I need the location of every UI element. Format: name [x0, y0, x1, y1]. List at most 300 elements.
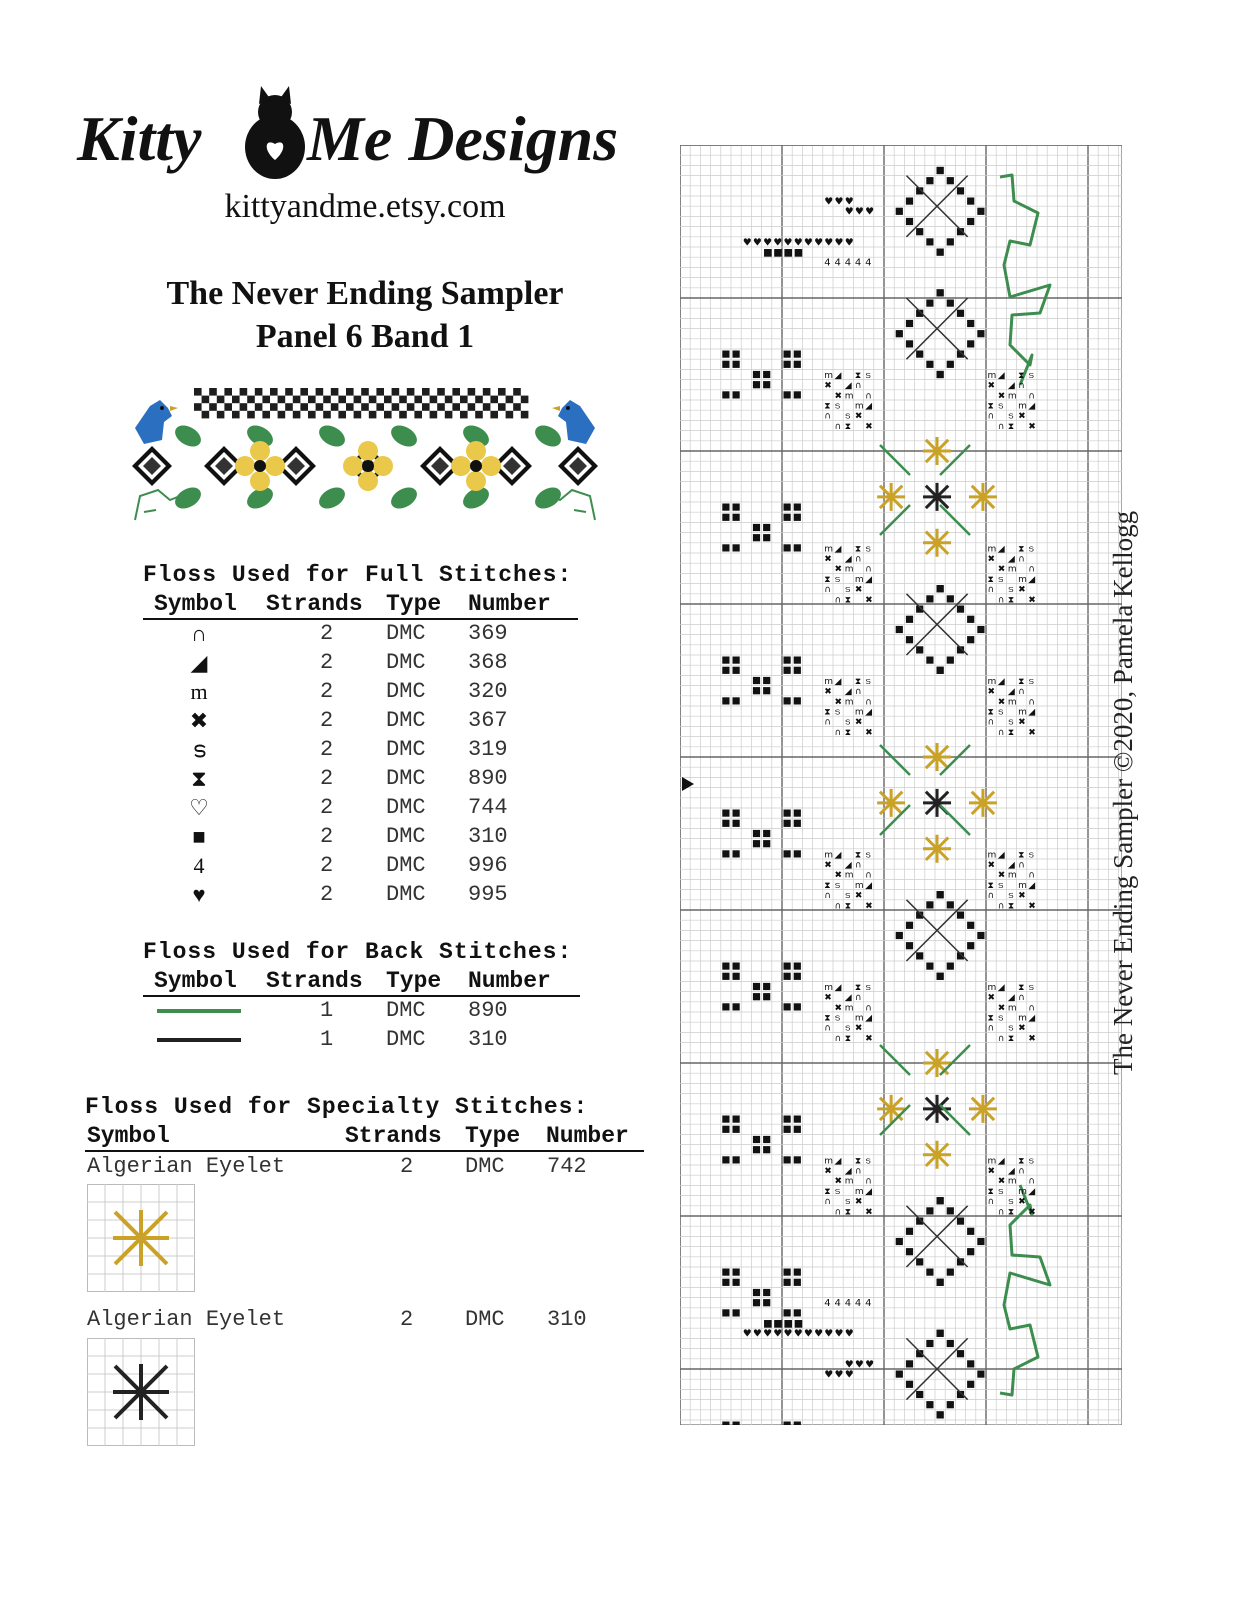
- svg-text:ട: ട: [1028, 370, 1034, 381]
- svg-text:✖: ✖: [824, 381, 832, 392]
- svg-text:ട: ട: [865, 544, 871, 555]
- svg-text:◢: ◢: [997, 370, 1005, 381]
- heart-outline-icon: ♡: [189, 795, 209, 820]
- svg-text:m: m: [1018, 707, 1027, 718]
- svg-text:m: m: [1007, 391, 1017, 402]
- svg-text:⧗: ⧗: [854, 544, 862, 555]
- svg-text:∩: ∩: [854, 1166, 862, 1177]
- svg-text:∩: ∩: [987, 411, 995, 422]
- svg-text:ട: ട: [865, 676, 871, 687]
- svg-text:4: 4: [865, 257, 872, 269]
- svg-text:ട: ട: [834, 401, 840, 412]
- svg-text:ട: ട: [1007, 585, 1014, 596]
- svg-text:∩: ∩: [987, 891, 995, 902]
- svg-text:∩: ∩: [1018, 381, 1025, 392]
- svg-text:♥: ♥: [803, 237, 813, 249]
- svg-text:✖: ✖: [834, 391, 843, 402]
- svg-text:m: m: [844, 1003, 854, 1014]
- svg-text:♥: ♥: [844, 196, 854, 208]
- svg-text:♥: ♥: [844, 1359, 854, 1371]
- svg-text:♥: ♥: [773, 1328, 783, 1340]
- svg-text:∩: ∩: [997, 595, 1005, 606]
- svg-text:✖: ✖: [824, 993, 832, 1004]
- svg-text:✖: ✖: [997, 870, 1006, 881]
- svg-text:m: m: [844, 564, 854, 575]
- svg-text:∩: ∩: [1018, 554, 1025, 565]
- x-icon: ✖: [189, 708, 209, 733]
- svg-text:✖: ✖: [824, 554, 832, 565]
- svg-text:4: 4: [844, 1298, 852, 1310]
- svg-text:⧗: ⧗: [1018, 850, 1025, 861]
- svg-text:ട: ട: [1007, 1023, 1014, 1034]
- svg-text:∩: ∩: [865, 391, 872, 402]
- svg-text:✖: ✖: [1018, 585, 1026, 596]
- svg-text:✖: ✖: [865, 1033, 873, 1044]
- full-number-5: 890: [468, 766, 508, 791]
- back-header-type: Type: [386, 968, 442, 994]
- back-type-1: DMC: [386, 1027, 426, 1052]
- svg-text:⧗: ⧗: [824, 880, 831, 891]
- svg-text:m: m: [1018, 1013, 1027, 1024]
- s-icon: ട: [192, 737, 206, 762]
- back-header-strands: Strands: [266, 968, 363, 994]
- full-strands-0: 2: [320, 621, 334, 646]
- svg-text:⧗: ⧗: [844, 1207, 852, 1218]
- full-type-0: DMC: [386, 621, 426, 646]
- svg-text:✖: ✖: [997, 697, 1006, 708]
- arch-icon: ∩: [191, 621, 207, 646]
- svg-text:ട: ട: [834, 1013, 840, 1024]
- spec-name-0: Algerian Eyelet: [87, 1154, 286, 1179]
- svg-text:⧗: ⧗: [824, 1186, 831, 1197]
- svg-text:m: m: [987, 676, 997, 687]
- svg-text:∩: ∩: [1028, 1003, 1035, 1014]
- svg-text:◢: ◢: [997, 1156, 1005, 1167]
- svg-text:ട: ട: [844, 585, 851, 596]
- svg-text:♥: ♥: [824, 196, 834, 208]
- spec-header-type: Type: [465, 1123, 521, 1149]
- svg-text:ട: ട: [834, 574, 840, 585]
- page-subtitle: Panel 6 Band 1: [255, 318, 475, 355]
- svg-text:ട: ട: [844, 1023, 851, 1034]
- svg-text:⧗: ⧗: [854, 676, 862, 687]
- svg-text:✖: ✖: [997, 391, 1006, 402]
- svg-text:∩: ∩: [824, 1197, 831, 1208]
- svg-text:m: m: [824, 1156, 834, 1167]
- svg-text:∩: ∩: [987, 717, 995, 728]
- full-number-8: 996: [468, 853, 508, 878]
- svg-text:◢: ◢: [1007, 993, 1015, 1004]
- svg-text:✖: ✖: [854, 585, 863, 596]
- full-header-strands: Strands: [266, 591, 363, 617]
- full-number-7: 310: [468, 824, 508, 849]
- svg-text:◢: ◢: [865, 1186, 873, 1197]
- svg-text:∩: ∩: [824, 891, 831, 902]
- full-header-symbol: Symbol: [154, 591, 237, 617]
- full-strands-3: 2: [320, 708, 334, 733]
- svg-text:♥: ♥: [773, 237, 783, 249]
- spec-number-0: 742: [547, 1154, 587, 1179]
- svg-text:m: m: [1007, 1003, 1017, 1014]
- svg-text:∩: ∩: [1028, 697, 1035, 708]
- svg-text:m: m: [844, 391, 854, 402]
- svg-text:ട: ട: [844, 411, 851, 422]
- checker-border: [194, 388, 528, 418]
- svg-text:◢: ◢: [1028, 574, 1036, 585]
- svg-text:m: m: [1018, 880, 1027, 891]
- full-strands-6: 2: [320, 795, 334, 820]
- svg-text:∩: ∩: [824, 1023, 831, 1034]
- svg-text:∩: ∩: [1028, 1176, 1035, 1187]
- shop-url: kittyandme.etsy.com: [224, 188, 506, 225]
- svg-text:ട: ട: [997, 574, 1004, 585]
- svg-text:✖: ✖: [1018, 891, 1026, 902]
- svg-text:♥: ♥: [763, 237, 773, 249]
- svg-text:∩: ∩: [997, 421, 1005, 432]
- svg-text:◢: ◢: [1028, 401, 1036, 412]
- svg-text:⧗: ⧗: [844, 421, 852, 432]
- svg-text:⧗: ⧗: [1007, 1207, 1015, 1218]
- svg-text:ട: ട: [1007, 717, 1014, 728]
- svg-text:◢: ◢: [1028, 707, 1036, 718]
- svg-text:◢: ◢: [844, 860, 852, 871]
- spec-number-1: 310: [547, 1307, 587, 1332]
- svg-text:∩: ∩: [824, 411, 831, 422]
- svg-text:∩: ∩: [997, 901, 1005, 912]
- svg-text:∩: ∩: [997, 727, 1005, 738]
- svg-text:✖: ✖: [987, 1166, 996, 1177]
- svg-text:m: m: [1007, 1176, 1017, 1187]
- svg-text:■: ■: [783, 247, 793, 259]
- full-header-number: Number: [468, 591, 551, 617]
- svg-text:Kitty: Kitty: [77, 103, 202, 174]
- svg-text:4: 4: [854, 1298, 862, 1310]
- full-number-4: 319: [468, 737, 508, 762]
- svg-text:∩: ∩: [1028, 870, 1035, 881]
- svg-text:◢: ◢: [1028, 1013, 1036, 1024]
- backstitch-swatches: [155, 1002, 245, 1052]
- svg-text:◢: ◢: [844, 687, 852, 698]
- svg-text:■: ■: [773, 1318, 783, 1330]
- svg-text:m: m: [854, 401, 864, 412]
- svg-text:ട: ട: [997, 401, 1004, 412]
- svg-text:∩: ∩: [987, 585, 995, 596]
- svg-text:ട: ട: [865, 1156, 871, 1167]
- back-stitches-title: Floss Used for Back Stitches:: [143, 939, 573, 965]
- svg-text:m: m: [824, 370, 834, 381]
- full-strands-8: 2: [320, 853, 334, 878]
- svg-text:⧗: ⧗: [1007, 1033, 1015, 1044]
- svg-text:♥: ♥: [793, 1328, 803, 1340]
- svg-text:m: m: [854, 707, 864, 718]
- svg-text:✖: ✖: [987, 554, 996, 565]
- svg-text:⧗: ⧗: [824, 574, 831, 585]
- svg-text:◢: ◢: [1028, 880, 1036, 891]
- svg-text:ട: ട: [1007, 1197, 1014, 1208]
- svg-text:∩: ∩: [1028, 564, 1035, 575]
- svg-text:✖: ✖: [1018, 1023, 1026, 1034]
- svg-text:4: 4: [834, 257, 841, 269]
- svg-text:∩: ∩: [834, 901, 842, 912]
- svg-text:⧗: ⧗: [844, 595, 852, 606]
- svg-text:■: ■: [793, 247, 804, 259]
- svg-text:⧗: ⧗: [1018, 676, 1025, 687]
- svg-text:4: 4: [865, 1298, 872, 1310]
- svg-text:♥: ♥: [834, 1369, 844, 1381]
- svg-text:✖: ✖: [1028, 1033, 1036, 1044]
- svg-text:✖: ✖: [1028, 595, 1036, 606]
- full-strands-4: 2: [320, 737, 334, 762]
- page-title: The Never Ending Sampler: [166, 275, 564, 312]
- svg-text:ട: ട: [1028, 676, 1034, 687]
- svg-text:ട: ട: [997, 1013, 1004, 1024]
- svg-text:◢: ◢: [834, 676, 842, 687]
- svg-text:✖: ✖: [1028, 901, 1036, 912]
- svg-text:∩: ∩: [854, 381, 862, 392]
- svg-text:ട: ട: [865, 370, 871, 381]
- svg-text:♥: ♥: [803, 1328, 813, 1340]
- svg-text:ട: ട: [1028, 982, 1034, 993]
- svg-text:ട: ട: [1028, 544, 1034, 555]
- full-strands-1: 2: [320, 650, 334, 675]
- back-type-0: DMC: [386, 998, 426, 1023]
- full-strands-5: 2: [320, 766, 334, 791]
- spec-header-number: Number: [546, 1123, 629, 1149]
- back-number-1: 310: [468, 1027, 508, 1052]
- svg-text:⧗: ⧗: [854, 1156, 862, 1167]
- svg-text:∩: ∩: [997, 1207, 1005, 1218]
- full-type-7: DMC: [386, 824, 426, 849]
- svg-text:⧗: ⧗: [844, 727, 852, 738]
- svg-text:ട: ട: [844, 891, 851, 902]
- svg-text:◢: ◢: [1007, 860, 1015, 871]
- svg-text:m: m: [987, 1156, 997, 1167]
- svg-text:4: 4: [844, 257, 852, 269]
- svg-text:◢: ◢: [844, 554, 852, 565]
- svg-text:∩: ∩: [854, 860, 862, 871]
- svg-text:m: m: [854, 1186, 864, 1197]
- full-strands-7: 2: [320, 824, 334, 849]
- svg-text:◢: ◢: [834, 850, 842, 861]
- svg-text:⧗: ⧗: [854, 370, 862, 381]
- svg-text:♥: ♥: [834, 196, 844, 208]
- svg-text:♥: ♥: [752, 237, 762, 249]
- svg-text:✖: ✖: [987, 687, 996, 698]
- svg-text:♥: ♥: [844, 1369, 854, 1381]
- svg-text:✖: ✖: [854, 1023, 863, 1034]
- svg-text:∩: ∩: [1018, 687, 1025, 698]
- svg-text:m: m: [824, 544, 834, 555]
- svg-text:m: m: [854, 1013, 864, 1024]
- svg-text:⧗: ⧗: [987, 880, 994, 891]
- svg-text:m: m: [987, 370, 997, 381]
- svg-text:⧗: ⧗: [1018, 982, 1025, 993]
- quarter-fill-icon: ◢: [190, 650, 208, 675]
- svg-text:ട: ട: [1007, 411, 1014, 422]
- svg-text:∩: ∩: [834, 1207, 842, 1218]
- svg-text:✖: ✖: [865, 1207, 873, 1218]
- svg-text:m: m: [1007, 564, 1017, 575]
- svg-text:✖: ✖: [834, 1003, 843, 1014]
- full-type-6: DMC: [386, 795, 426, 820]
- svg-text:⧗: ⧗: [1007, 595, 1015, 606]
- svg-text:✖: ✖: [824, 1166, 832, 1177]
- svg-text:m: m: [824, 676, 834, 687]
- svg-text:⧗: ⧗: [987, 1013, 994, 1024]
- full-number-9: 995: [468, 882, 508, 907]
- svg-text:⧗: ⧗: [987, 1186, 994, 1197]
- svg-text:ട: ട: [834, 707, 840, 718]
- svg-text:✖: ✖: [854, 1197, 863, 1208]
- svg-text:ട: ട: [997, 707, 1004, 718]
- svg-text:◢: ◢: [844, 993, 852, 1004]
- svg-text:✖: ✖: [854, 717, 863, 728]
- svg-text:✖: ✖: [1028, 727, 1036, 738]
- svg-text:✖: ✖: [834, 870, 843, 881]
- svg-text:⧗: ⧗: [1018, 544, 1025, 555]
- svg-text:m: m: [987, 850, 997, 861]
- full-number-6: 744: [468, 795, 508, 820]
- svg-text:∩: ∩: [865, 1176, 872, 1187]
- svg-text:♥: ♥: [844, 237, 854, 249]
- specialty-stitches-title: Floss Used for Specialty Stitches:: [85, 1094, 589, 1120]
- svg-text:⧗: ⧗: [844, 1033, 852, 1044]
- four-icon: 4: [193, 853, 205, 878]
- svg-text:Me Designs: Me Designs: [307, 103, 619, 174]
- svg-text:✖: ✖: [834, 1176, 843, 1187]
- svg-text:⧗: ⧗: [854, 850, 862, 861]
- spec-strands-1: 2: [400, 1307, 414, 1332]
- svg-text:✖: ✖: [1028, 1207, 1036, 1218]
- svg-text:∩: ∩: [865, 870, 872, 881]
- svg-text:ട: ട: [997, 880, 1004, 891]
- svg-text:◢: ◢: [834, 544, 842, 555]
- svg-text:♥: ♥: [793, 237, 803, 249]
- svg-text:ട: ട: [834, 880, 840, 891]
- svg-text:ട: ട: [844, 1197, 851, 1208]
- brand-logo: [75, 82, 665, 192]
- svg-text:⧗: ⧗: [987, 574, 994, 585]
- svg-text:✖: ✖: [854, 891, 863, 902]
- svg-text:∩: ∩: [865, 564, 872, 575]
- back-strands-0: 1: [320, 998, 334, 1023]
- svg-text:♥: ♥: [834, 237, 844, 249]
- svg-text:m: m: [987, 982, 997, 993]
- svg-text:◢: ◢: [834, 370, 842, 381]
- svg-text:✖: ✖: [1018, 1197, 1026, 1208]
- svg-text:■: ■: [773, 247, 783, 259]
- svg-text:4: 4: [824, 1298, 831, 1310]
- svg-text:■: ■: [783, 1318, 793, 1330]
- svg-text:∩: ∩: [834, 421, 842, 432]
- svg-text:✖: ✖: [997, 564, 1006, 575]
- back-header-symbol: Symbol: [154, 968, 237, 994]
- svg-text:◢: ◢: [1007, 554, 1015, 565]
- svg-text:♥: ♥: [854, 206, 864, 218]
- m-icon: m: [190, 679, 208, 704]
- svg-text:m: m: [1018, 1186, 1027, 1197]
- svg-text:ട: ട: [1028, 850, 1034, 861]
- svg-text:♥: ♥: [814, 237, 824, 249]
- svg-text:⧗: ⧗: [844, 901, 852, 912]
- svg-text:◢: ◢: [834, 1156, 842, 1167]
- full-strands-2: 2: [320, 679, 334, 704]
- back-number-0: 890: [468, 998, 508, 1023]
- svg-text:♥: ♥: [844, 206, 854, 218]
- svg-text:✖: ✖: [824, 860, 832, 871]
- svg-text:∩: ∩: [865, 697, 872, 708]
- full-number-1: 368: [468, 650, 508, 675]
- svg-text:∩: ∩: [997, 1033, 1005, 1044]
- svg-text:◢: ◢: [997, 850, 1005, 861]
- back-header-number: Number: [468, 968, 551, 994]
- svg-text:ട: ട: [865, 850, 871, 861]
- svg-text:∩: ∩: [1018, 1166, 1025, 1177]
- svg-text:⧗: ⧗: [1007, 421, 1015, 432]
- svg-text:⧗: ⧗: [987, 707, 994, 718]
- svg-text:◢: ◢: [1007, 1166, 1015, 1177]
- back-strands-1: 1: [320, 1027, 334, 1052]
- gold-eyelet-icon: [113, 1210, 169, 1266]
- svg-text:∩: ∩: [1018, 993, 1025, 1004]
- svg-text:✖: ✖: [854, 411, 863, 422]
- svg-text:ട: ട: [997, 1186, 1004, 1197]
- svg-text:♥: ♥: [814, 1328, 824, 1340]
- svg-text:✖: ✖: [1018, 411, 1026, 422]
- svg-text:∩: ∩: [1028, 391, 1035, 402]
- spec-header-symbol: Symbol: [87, 1123, 170, 1149]
- svg-text:m: m: [844, 870, 854, 881]
- hourglass-icon: ⧗: [191, 766, 207, 791]
- svg-text:∩: ∩: [854, 687, 862, 698]
- svg-text:♥: ♥: [752, 1328, 762, 1340]
- svg-text:◢: ◢: [997, 544, 1005, 555]
- full-type-5: DMC: [386, 766, 426, 791]
- vine-left-icon: [135, 490, 180, 520]
- svg-text:♥: ♥: [824, 237, 834, 249]
- svg-text:✖: ✖: [865, 901, 873, 912]
- svg-text:♥: ♥: [844, 1328, 854, 1340]
- gold-eyelet-swatch: [87, 1184, 195, 1292]
- svg-text:∩: ∩: [854, 993, 862, 1004]
- svg-text:♥: ♥: [783, 1328, 793, 1340]
- svg-text:∩: ∩: [854, 554, 862, 565]
- svg-text:4: 4: [824, 257, 831, 269]
- svg-text:m: m: [844, 1176, 854, 1187]
- full-type-1: DMC: [386, 650, 426, 675]
- svg-text:∩: ∩: [1018, 860, 1025, 871]
- full-number-0: 369: [468, 621, 508, 646]
- svg-text:ട: ട: [834, 1186, 840, 1197]
- svg-text:∩: ∩: [865, 1003, 872, 1014]
- svg-text:♥: ♥: [854, 1359, 864, 1371]
- svg-text:✖: ✖: [997, 1003, 1006, 1014]
- svg-text:m: m: [824, 850, 834, 861]
- svg-text:⧗: ⧗: [1007, 727, 1015, 738]
- spec-name-1: Algerian Eyelet: [87, 1307, 286, 1332]
- svg-text:m: m: [1018, 574, 1027, 585]
- band-preview-image: [130, 388, 600, 538]
- full-type-4: DMC: [386, 737, 426, 762]
- full-type-3: DMC: [386, 708, 426, 733]
- spec-strands-0: 2: [400, 1154, 414, 1179]
- svg-text:✖: ✖: [987, 993, 996, 1004]
- svg-text:◢: ◢: [1007, 381, 1015, 392]
- svg-text:◢: ◢: [1007, 687, 1015, 698]
- svg-text:♥: ♥: [824, 1328, 834, 1340]
- svg-text:✖: ✖: [1018, 717, 1026, 728]
- svg-text:4: 4: [854, 257, 862, 269]
